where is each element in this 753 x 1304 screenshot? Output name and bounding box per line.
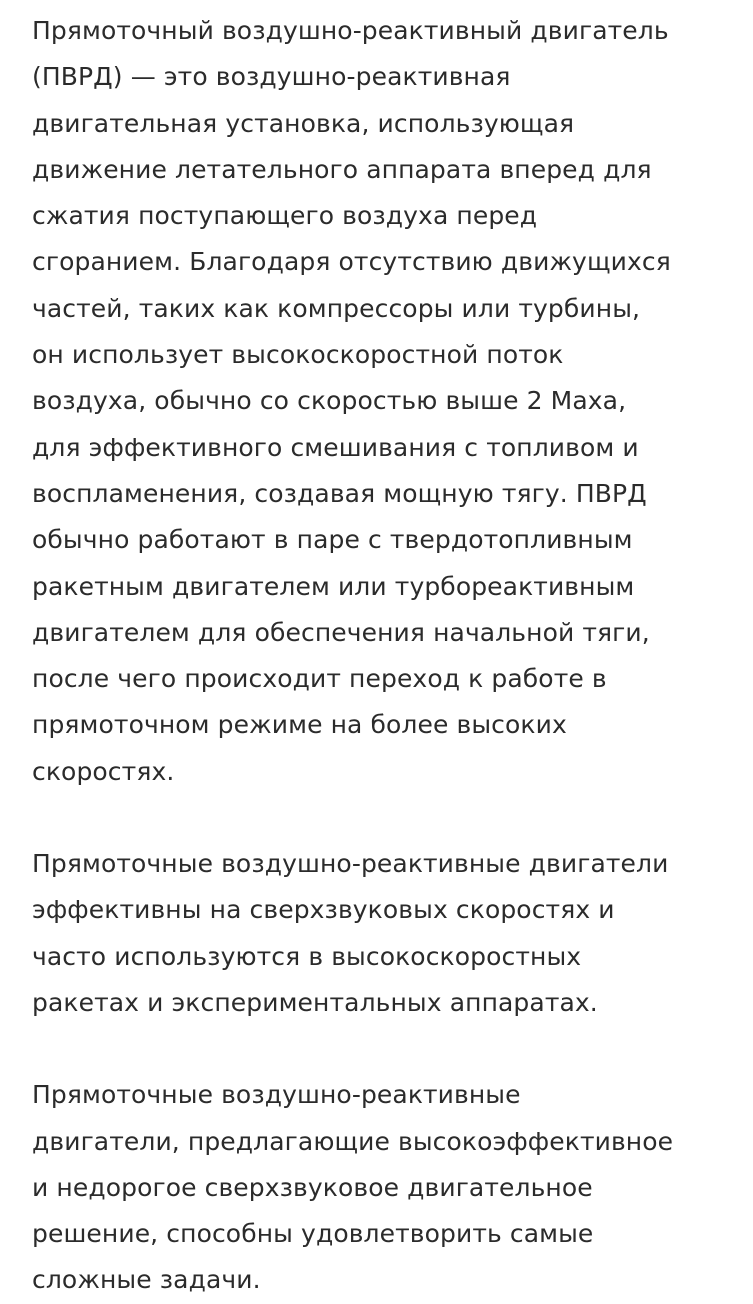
article-body [32,8,732,1304]
paragraph-supersonic-usage: Прямоточные воздушно-реактивные двигатели эффективны на сверхзвуковых скоростях и часто используются в высокоскоростных ракетах и экспериментальных аппаратах. [32,849,669,1017]
paragraph-efficiency-summary: Прямоточные воздушно-реактивные двигатели, предлагающие высокоэффективное и недорогое сверхзвуковое двигательное решение, способны удовлетворить самые сложные задачи. [32,1080,674,1295]
paragraph-ramjet-definition: Прямоточный воздушно-реактивный двигатель (ПВРД) — это воздушно-реактивная двигательная установка, использующая движение летательного аппарата вперед для сжатия поступающего воздуха перед сгоранием. Благодаря отсутствию движущихся частей, таких как компрессоры или турбины, он использует высокоскоростной поток воздуха, обычно со скоростью выше 2 Маха, для эффективного смешивания с топливом и воспламенения, создавая мощную тягу. ПВРД обычно работают в паре с твердотопливным ракетным двигателем или турбореактивным двигателем для обеспечения начальной тяги, после чего происходит переход к работе в прямоточном режиме на более высоких скоростях. [32,16,671,786]
